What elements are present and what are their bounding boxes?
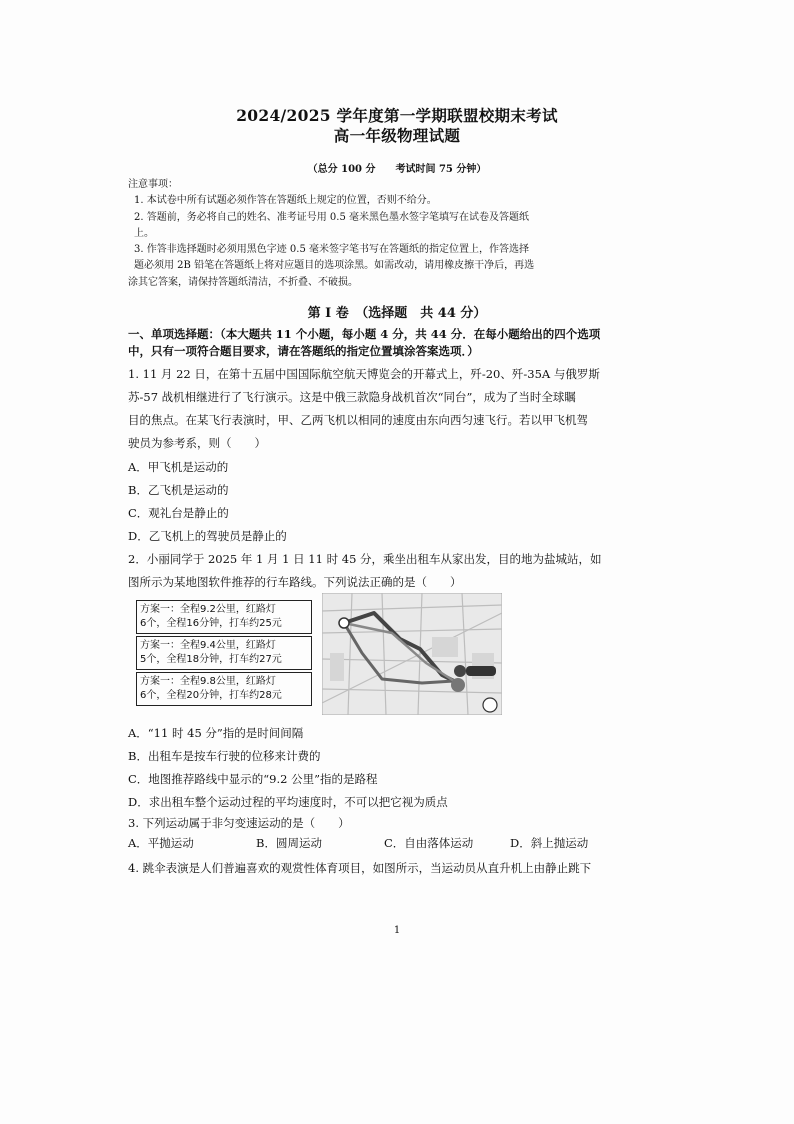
q1-option-d: D．乙飞机上的驾驶员是静止的 (128, 529, 287, 543)
note-line: 1. 本试卷中所有试题必须作答在答题纸上规定的位置，否则不给分。 (134, 195, 437, 207)
note-line: 3. 作答非选择题时必须用黑色字迹 0.5 毫米签字笔书写在答题纸的指定位置上，作答选择 (134, 244, 529, 256)
section-instruction: 中，只有一项符合题目要求，请在答题纸的指定位置填涂答案选项．） (128, 344, 479, 358)
q1-option-b: B．乙飞机是运动的 (128, 483, 229, 497)
q3-text: 3. 下列运动属于非匀变速运动的是（ ） (128, 816, 350, 830)
section-instruction: 一、单项选择题：（本大题共 11 个小题，每小题 4 分，共 44 分．在每小题给出的四个选项 (128, 327, 601, 341)
q1-text: 苏-57 战机相继进行了飞行演示。这是中俄三款隐身战机首次“同台”，成为了当时全球瞩 (128, 390, 576, 404)
notes-heading: 注意事项： (128, 179, 178, 190)
note-line: 涂其它答案，请保持答题纸清洁，不折叠、不破损。 (128, 276, 358, 288)
q2-text: 2．小丽同学于 2025 年 1 月 1 日 11 时 45 分，乘坐出租车从家出发，目的地为盐城站，如 (128, 552, 602, 566)
q1-text: 驶员为参考系，则（ ） (128, 436, 266, 450)
q1-text: 目的焦点。在某飞行表演时，甲、乙两飞机以相同的速度由东向西匀速飞行。若以甲飞机驾 (128, 413, 588, 427)
q2-option-a: A．“11 时 45 分”指的是时间间隔 (128, 726, 304, 740)
exam-title: 2024/2025 学年度第一学期联盟校期末考试 (236, 106, 558, 125)
route-map-image (322, 593, 502, 715)
notes-block (128, 177, 618, 291)
page-number: 1 (393, 925, 401, 936)
route-plan-line: 方案一：全程9.2公里，红路灯 (140, 604, 276, 615)
q4-text: 4. 跳伞表演是人们普遍喜欢的观赏性体育项目，如图所示，当运动员从直升机上由静止跳下 (128, 861, 592, 875)
q1-option-c: C．观礼台是静止的 (128, 506, 229, 520)
q2-text: 图所示为某地图软件推荐的行车路线。下列说法正确的是（ ） (128, 575, 462, 589)
exam-meta: （总分 100 分 考试时间 75 分钟） (307, 164, 487, 175)
route-plan-line: 6个，全程16分钟，打车约25元 (140, 618, 282, 629)
q2-option-d: D．求出租车整个运动过程的平均速度时，不可以把它视为质点 (128, 795, 448, 809)
route-plan-line: 方案一：全程9.8公里，红路灯 (140, 676, 276, 687)
q3-option-c: C．自由落体运动 (384, 836, 474, 850)
route-plan-line: 5个，全程18分钟，打车约27元 (140, 654, 282, 665)
q3-option-a: A．平抛运动 (128, 836, 194, 850)
route-plan-line: 6个，全程20分钟，打车约28元 (140, 690, 282, 701)
note-line: 2. 答题前，务必将自己的姓名、准考证号用 0.5 毫米黑色墨水签字笔填写在试卷及答题纸 (134, 211, 529, 223)
q2-option-b: B．出租车是按车行驶的位移来计费的 (128, 749, 321, 763)
q3-option-d: D．斜上抛运动 (510, 836, 589, 850)
note-line: 题必须用 2B 铅笔在答题纸上将对应题目的选项涂黑。如需改动，请用橡皮擦干净后，再选 (134, 260, 535, 272)
route-plan-box (136, 636, 312, 670)
q2-option-c: C．地图推荐路线中显示的“9.2 公里”指的是路程 (128, 772, 378, 786)
q3-option-b: B．圆周运动 (256, 836, 322, 850)
route-plan-box (136, 600, 312, 634)
route-plans (136, 600, 312, 708)
section-title: 第 I 卷 （选择题 共 44 分） (307, 306, 487, 321)
exam-subtitle: 高一年级物理试题 (333, 126, 461, 145)
q1-text: 1. 11 月 22 日，在第十五届中国国际航空航天博览会的开幕式上，歼-20、歼-35A 与俄罗斯 (128, 367, 600, 381)
note-line: 上。 (134, 227, 154, 239)
route-plan-box (136, 672, 312, 706)
q1-option-a: A．甲飞机是运动的 (128, 460, 229, 474)
route-plan-line: 方案一：全程9.4公里，红路灯 (140, 640, 276, 651)
